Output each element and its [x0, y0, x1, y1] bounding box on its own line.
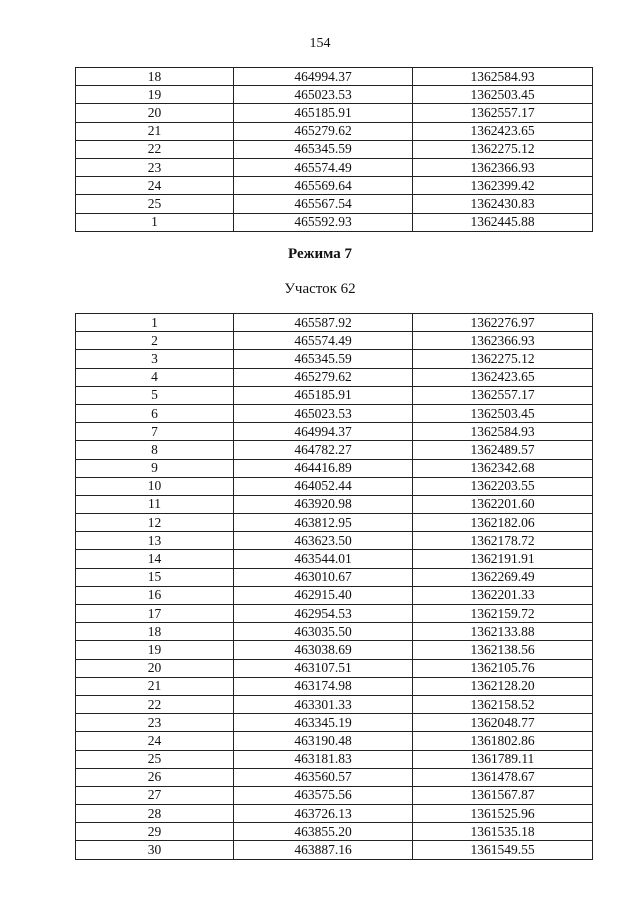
table-row: [76, 841, 593, 859]
point-number-cell: 20: [76, 659, 234, 677]
x-coordinate-cell: 465023.53: [234, 86, 413, 104]
coordinates-table-body: [76, 314, 593, 860]
point-number-cell: 26: [76, 768, 234, 786]
table-row: [76, 495, 593, 513]
point-number-cell: 27: [76, 786, 234, 804]
x-coordinate-cell: 463038.69: [234, 641, 413, 659]
point-number-cell: 6: [76, 404, 234, 422]
table-row: [76, 477, 593, 495]
x-coordinate-cell: 463726.13: [234, 805, 413, 823]
y-coordinate-cell: 1362203.55: [413, 477, 593, 495]
coordinates-table-body: [76, 68, 593, 232]
y-coordinate-cell: 1362557.17: [413, 104, 593, 122]
page-number: 154: [309, 36, 331, 51]
table-row: [76, 314, 593, 332]
x-coordinate-cell: 465279.62: [234, 368, 413, 386]
y-coordinate-cell: 1362048.77: [413, 714, 593, 732]
point-number-cell: 2: [76, 332, 234, 350]
table-row: [76, 140, 593, 158]
point-number-cell: 28: [76, 805, 234, 823]
table-row: [76, 586, 593, 604]
point-number-cell: 1: [76, 314, 234, 332]
y-coordinate-cell: 1362128.20: [413, 677, 593, 695]
point-number-cell: 15: [76, 568, 234, 586]
y-coordinate-cell: 1361789.11: [413, 750, 593, 768]
x-coordinate-cell: 462954.53: [234, 605, 413, 623]
x-coordinate-cell: 465185.91: [234, 386, 413, 404]
x-coordinate-cell: 463560.57: [234, 768, 413, 786]
table-row: [76, 568, 593, 586]
x-coordinate-cell: 463544.01: [234, 550, 413, 568]
x-coordinate-cell: 465345.59: [234, 350, 413, 368]
x-coordinate-cell: 465023.53: [234, 404, 413, 422]
table-row: [76, 86, 593, 104]
x-coordinate-cell: 463010.67: [234, 568, 413, 586]
y-coordinate-cell: 1362269.49: [413, 568, 593, 586]
y-coordinate-cell: 1362489.57: [413, 441, 593, 459]
x-coordinate-cell: 465185.91: [234, 104, 413, 122]
y-coordinate-cell: 1362138.56: [413, 641, 593, 659]
table-row: [76, 350, 593, 368]
table-row: [76, 695, 593, 713]
x-coordinate-cell: 465574.49: [234, 332, 413, 350]
point-number-cell: 23: [76, 158, 234, 176]
point-number-cell: 12: [76, 514, 234, 532]
y-coordinate-cell: 1362105.76: [413, 659, 593, 677]
table-row: [76, 404, 593, 422]
y-coordinate-cell: 1362366.93: [413, 332, 593, 350]
x-coordinate-cell: 463855.20: [234, 823, 413, 841]
y-coordinate-cell: 1362275.12: [413, 350, 593, 368]
x-coordinate-cell: 463623.50: [234, 532, 413, 550]
y-coordinate-cell: 1362430.83: [413, 195, 593, 213]
point-number-cell: 29: [76, 823, 234, 841]
y-coordinate-cell: 1362423.65: [413, 122, 593, 140]
point-number-cell: 22: [76, 140, 234, 158]
point-number-cell: 19: [76, 86, 234, 104]
table-row: [76, 750, 593, 768]
table-row: [76, 68, 593, 86]
coordinates-table-plot-62: [75, 313, 593, 860]
x-coordinate-cell: 463035.50: [234, 623, 413, 641]
x-coordinate-cell: 465569.64: [234, 177, 413, 195]
x-coordinate-cell: 465587.92: [234, 314, 413, 332]
y-coordinate-cell: 1362423.65: [413, 368, 593, 386]
point-number-cell: 5: [76, 386, 234, 404]
section-title: Режима 7: [287, 246, 352, 262]
y-coordinate-cell: 1362201.60: [413, 495, 593, 513]
table-row: [76, 623, 593, 641]
table-row: [76, 386, 593, 404]
table-row: [76, 441, 593, 459]
y-coordinate-cell: 1362191.91: [413, 550, 593, 568]
table-row: [76, 714, 593, 732]
table-row: [76, 104, 593, 122]
y-coordinate-cell: 1362557.17: [413, 386, 593, 404]
x-coordinate-cell: 462915.40: [234, 586, 413, 604]
y-coordinate-cell: 1362276.97: [413, 314, 593, 332]
point-number-cell: 16: [76, 586, 234, 604]
point-number-cell: 3: [76, 350, 234, 368]
table-row: [76, 423, 593, 441]
y-coordinate-cell: 1361549.55: [413, 841, 593, 859]
y-coordinate-cell: 1362399.42: [413, 177, 593, 195]
point-number-cell: 21: [76, 122, 234, 140]
point-number-cell: 21: [76, 677, 234, 695]
y-coordinate-cell: 1361525.96: [413, 805, 593, 823]
point-number-cell: 20: [76, 104, 234, 122]
point-number-cell: 17: [76, 605, 234, 623]
table-row: [76, 368, 593, 386]
x-coordinate-cell: 464052.44: [234, 477, 413, 495]
x-coordinate-cell: 463812.95: [234, 514, 413, 532]
x-coordinate-cell: 464782.27: [234, 441, 413, 459]
table-row: [76, 732, 593, 750]
y-coordinate-cell: 1362584.93: [413, 68, 593, 86]
table-row: [76, 805, 593, 823]
y-coordinate-cell: 1361567.87: [413, 786, 593, 804]
y-coordinate-cell: 1361535.18: [413, 823, 593, 841]
y-coordinate-cell: 1362182.06: [413, 514, 593, 532]
point-number-cell: 25: [76, 750, 234, 768]
x-coordinate-cell: 465567.54: [234, 195, 413, 213]
y-coordinate-cell: 1362445.88: [413, 213, 593, 231]
x-coordinate-cell: 465345.59: [234, 140, 413, 158]
x-coordinate-cell: 465574.49: [234, 158, 413, 176]
table-row: [76, 786, 593, 804]
table-row: [76, 177, 593, 195]
x-coordinate-cell: 464994.37: [234, 423, 413, 441]
y-coordinate-cell: 1361802.86: [413, 732, 593, 750]
point-number-cell: 24: [76, 177, 234, 195]
table-row: [76, 550, 593, 568]
x-coordinate-cell: 463301.33: [234, 695, 413, 713]
table-row: [76, 122, 593, 140]
y-coordinate-cell: 1361478.67: [413, 768, 593, 786]
table-row: [76, 605, 593, 623]
table-row: [76, 641, 593, 659]
y-coordinate-cell: 1362584.93: [413, 423, 593, 441]
y-coordinate-cell: 1362366.93: [413, 158, 593, 176]
y-coordinate-cell: 1362133.88: [413, 623, 593, 641]
section-subtitle: Участок 62: [284, 281, 356, 297]
x-coordinate-cell: 465592.93: [234, 213, 413, 231]
y-coordinate-cell: 1362159.72: [413, 605, 593, 623]
point-number-cell: 22: [76, 695, 234, 713]
table-row: [76, 768, 593, 786]
point-number-cell: 11: [76, 495, 234, 513]
y-coordinate-cell: 1362503.45: [413, 86, 593, 104]
point-number-cell: 23: [76, 714, 234, 732]
table-row: [76, 213, 593, 231]
point-number-cell: 13: [76, 532, 234, 550]
point-number-cell: 19: [76, 641, 234, 659]
point-number-cell: 30: [76, 841, 234, 859]
x-coordinate-cell: 463174.98: [234, 677, 413, 695]
table-row: [76, 195, 593, 213]
table-row: [76, 532, 593, 550]
point-number-cell: 24: [76, 732, 234, 750]
y-coordinate-cell: 1362158.52: [413, 695, 593, 713]
table-row: [76, 677, 593, 695]
y-coordinate-cell: 1362201.33: [413, 586, 593, 604]
x-coordinate-cell: 464994.37: [234, 68, 413, 86]
x-coordinate-cell: 463920.98: [234, 495, 413, 513]
point-number-cell: 8: [76, 441, 234, 459]
x-coordinate-cell: 463181.83: [234, 750, 413, 768]
table-row: [76, 514, 593, 532]
point-number-cell: 18: [76, 68, 234, 86]
point-number-cell: 7: [76, 423, 234, 441]
x-coordinate-cell: 464416.89: [234, 459, 413, 477]
table-row: [76, 332, 593, 350]
y-coordinate-cell: 1362503.45: [413, 404, 593, 422]
table-row: [76, 459, 593, 477]
point-number-cell: 1: [76, 213, 234, 231]
coordinates-table-continued: [75, 67, 593, 232]
point-number-cell: 10: [76, 477, 234, 495]
table-row: [76, 659, 593, 677]
point-number-cell: 9: [76, 459, 234, 477]
point-number-cell: 25: [76, 195, 234, 213]
point-number-cell: 4: [76, 368, 234, 386]
point-number-cell: 18: [76, 623, 234, 641]
y-coordinate-cell: 1362342.68: [413, 459, 593, 477]
point-number-cell: 14: [76, 550, 234, 568]
y-coordinate-cell: 1362178.72: [413, 532, 593, 550]
x-coordinate-cell: 463107.51: [234, 659, 413, 677]
y-coordinate-cell: 1362275.12: [413, 140, 593, 158]
table-row: [76, 823, 593, 841]
x-coordinate-cell: 465279.62: [234, 122, 413, 140]
x-coordinate-cell: 463190.48: [234, 732, 413, 750]
x-coordinate-cell: 463575.56: [234, 786, 413, 804]
x-coordinate-cell: 463887.16: [234, 841, 413, 859]
x-coordinate-cell: 463345.19: [234, 714, 413, 732]
table-row: [76, 158, 593, 176]
